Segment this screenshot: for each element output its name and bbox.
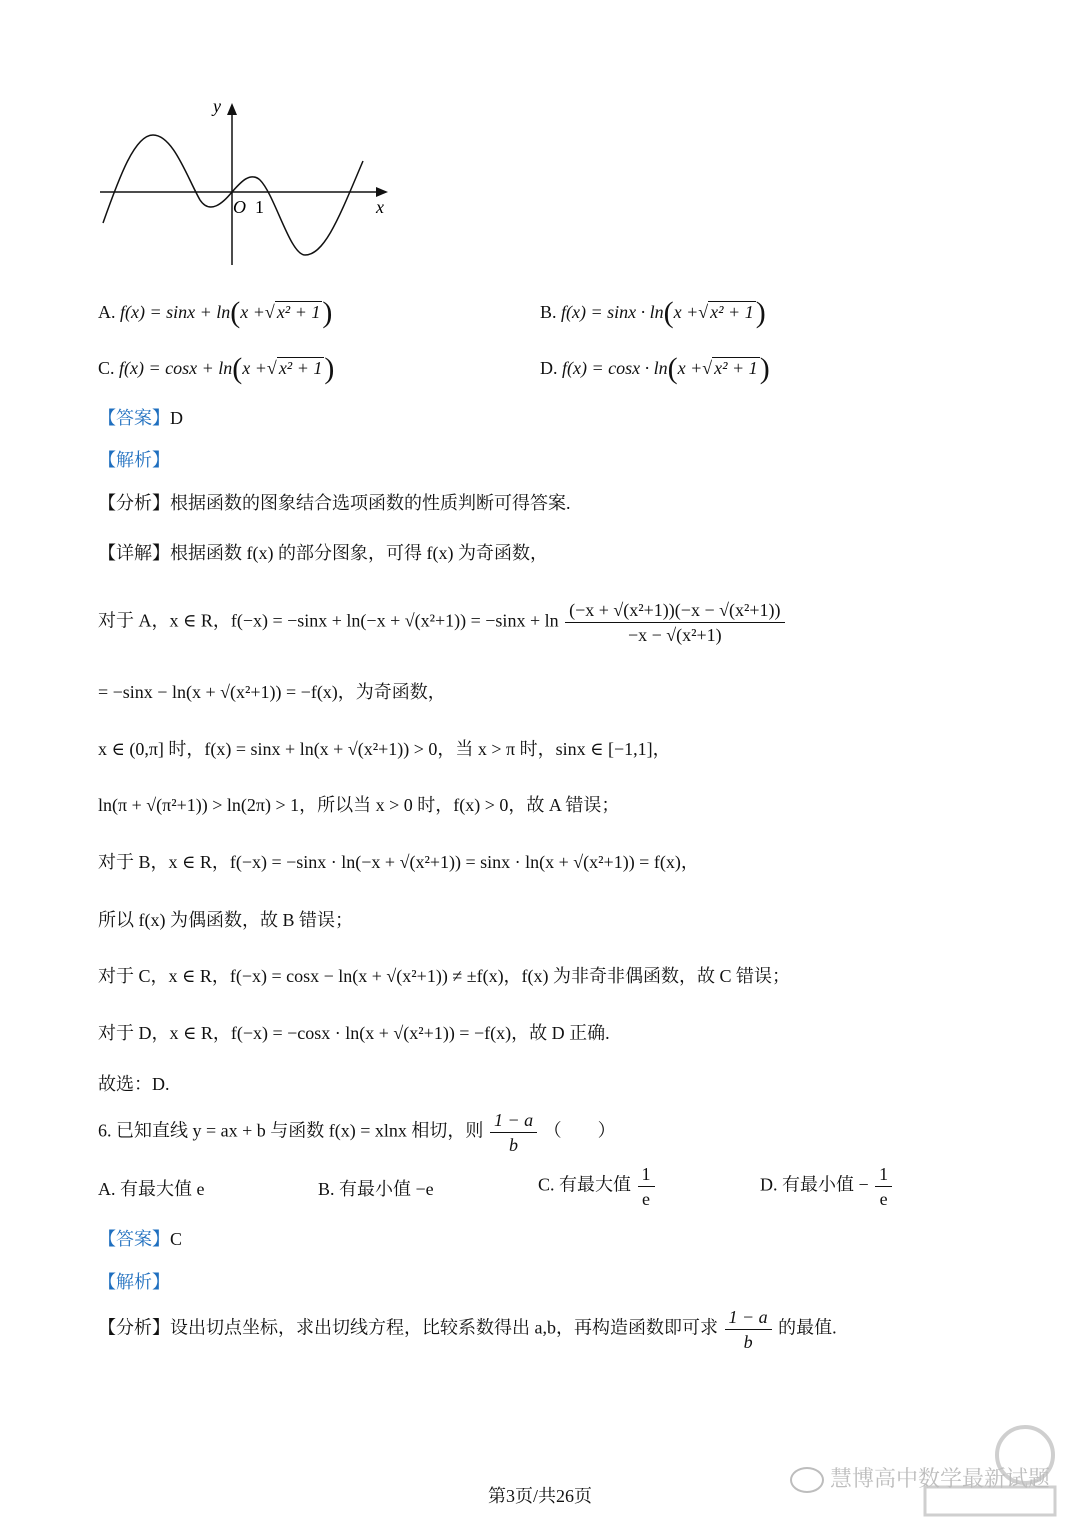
q6-option-d-text: D. 有最小值 − (760, 1174, 869, 1195)
q6-stem (98, 1108, 616, 1157)
q6-stem-text: 6. 已知直线 y = ax + b 与函数 f(x) = xlnx 相切，则 (98, 1120, 484, 1141)
page-footer: 第3页/共26页 (487, 1486, 592, 1506)
jiexi-tag: 【解析】 (98, 450, 170, 470)
q6-fenxi-fraction (725, 1305, 772, 1354)
q6-option-b: B. 有最小值 −e (318, 1179, 434, 1199)
curve (103, 135, 363, 255)
q5-xiangjie (98, 539, 548, 565)
q5-fenxi (98, 489, 571, 515)
option-c-label: C. (98, 358, 115, 378)
q6-jiexi-tag: 【解析】 (98, 1272, 170, 1292)
q6-fenxi-tag: 【分析】 (98, 1317, 170, 1338)
q5-line-d1: 对于 D，x ∈ R，f(−x) = −cosx · ln(x + √(x²+1)) = −f(x)，故 D 正确. (98, 1023, 610, 1043)
q6-option-c-fraction (638, 1162, 655, 1211)
q6-frac-num: 1 − a (490, 1108, 537, 1133)
q6-frac-den: b (509, 1135, 519, 1155)
q6-d-num: 1 (875, 1162, 892, 1187)
q6-fenxi (98, 1305, 837, 1354)
option-a: A. f(x) = sinx + ln(x +√ x² + 1) (98, 296, 333, 329)
option-d-label: D. (540, 358, 558, 378)
q6-answer-value: C (170, 1229, 183, 1249)
xiangjie-tag: 【详解】 (98, 543, 170, 563)
option-a-sqrt: x² + 1 (276, 302, 321, 322)
q6-c-den: e (642, 1189, 651, 1209)
option-d-inner: x + (677, 358, 703, 378)
q6-fenxi-num: 1 − a (725, 1305, 772, 1330)
option-c-inner: x + (242, 358, 267, 378)
watermark (790, 1462, 1050, 1493)
a1-prefix: 对于 A，x ∈ R，f(−x) = −sinx + ln(−x + √(x²+1)) = −sinx + ln (98, 610, 559, 631)
function-graph (95, 95, 395, 270)
q6-jiexi (98, 1268, 170, 1294)
option-c: C. f(x) = cosx + ln(x +√ x² + 1) (98, 352, 335, 385)
fenxi-text: 根据函数的图象结合选项函数的性质判断可得答案. (170, 493, 571, 513)
xiangjie-text: 根据函数 f(x) 的部分图象，可得 f(x) 为奇函数， (170, 543, 548, 563)
q6-option-a: A. 有最大值 e (98, 1179, 205, 1199)
q5-choose: 故选：D. (98, 1074, 170, 1094)
option-a-inner: x + (240, 302, 265, 322)
option-b: B. f(x) = sinx · ln(x +√ x² + 1) (540, 296, 766, 329)
x-axis-arrow (376, 187, 388, 197)
q5-answer (98, 404, 183, 430)
q5-line-b2: 所以 f(x) 为偶函数，故 B 错误； (98, 910, 353, 930)
q5-line-a3: x ∈ (0,π] 时，f(x) = sinx + ln(x + √(x²+1)) > 0，当 x > π 时，sinx ∈ [−1,1]， (98, 739, 671, 759)
q6-option-c-text: C. 有最大值 (538, 1174, 632, 1195)
q6-option-d-fraction (875, 1162, 892, 1211)
q6-option-c (538, 1162, 657, 1211)
q6-d-den: e (879, 1189, 888, 1209)
option-d-sqrt: x² + 1 (714, 358, 758, 378)
q6-option-d (760, 1162, 894, 1211)
option-d-expr: f(x) = cosx · ln (562, 358, 668, 378)
fenxi-tag: 【分析】 (98, 493, 170, 513)
option-b-expr: f(x) = sinx · ln (561, 302, 664, 322)
option-d: D. f(x) = cosx · ln(x +√ x² + 1) (540, 352, 770, 385)
y-axis-arrow (227, 103, 237, 115)
answer-tag: 【答案】 (98, 408, 170, 428)
q5-jiexi (98, 446, 170, 472)
option-b-inner: x + (673, 302, 699, 322)
q6-stem-fraction (490, 1108, 537, 1157)
option-c-sqrt: x² + 1 (278, 358, 323, 378)
q6-stem-paren: （ ） (543, 1120, 616, 1141)
q6-fenxi-post: 的最值. (778, 1317, 837, 1338)
option-b-label: B. (540, 302, 557, 322)
option-a-label: A. (98, 302, 116, 322)
x-label: x (376, 197, 384, 217)
q5-line-a1 (98, 598, 787, 647)
a1-den: −x − √(x²+1) (627, 625, 722, 645)
answer-value: D (170, 408, 183, 428)
y-label: y (213, 96, 221, 116)
option-a-expr: f(x) = sinx + ln (120, 302, 231, 322)
option-c-expr: f(x) = cosx + ln (119, 358, 233, 378)
q6-fenxi-den: b (743, 1332, 753, 1352)
wechat-icon (790, 1467, 824, 1493)
a1-fraction (565, 598, 784, 647)
q6-answer (98, 1225, 182, 1251)
a1-num: (−x + √(x²+1))(−x − √(x²+1)) (565, 598, 784, 623)
q5-line-a2: = −sinx − ln(x + √(x²+1)) = −f(x)，为奇函数， (98, 682, 446, 702)
q5-line-c1: 对于 C，x ∈ R，f(−x) = cosx − ln(x + √(x²+1)) ≠ ±f(x)，f(x) 为非奇非偶函数，故 C 错误； (98, 966, 791, 986)
option-b-sqrt: x² + 1 (710, 302, 754, 322)
watermark-text: 慧博高中数学最新试题 (829, 1467, 1050, 1492)
q5-line-a4: ln(π + √(π²+1)) > ln(2π) > 1，所以当 x > 0 时，f(x) > 0，故 A 错误； (98, 795, 620, 815)
q6-c-num: 1 (638, 1162, 655, 1187)
q6-fenxi-text: 设出切点坐标，求出切线方程，比较系数得出 a,b，再构造函数即可求 (170, 1317, 718, 1338)
q6-answer-tag: 【答案】 (98, 1229, 170, 1249)
tick-one-label: 1 (255, 197, 264, 217)
q5-line-b1: 对于 B，x ∈ R，f(−x) = −sinx · ln(−x + √(x²+1)) = sinx · ln(x + √(x²+1)) = f(x)， (98, 852, 699, 872)
origin-label: O (233, 197, 246, 217)
